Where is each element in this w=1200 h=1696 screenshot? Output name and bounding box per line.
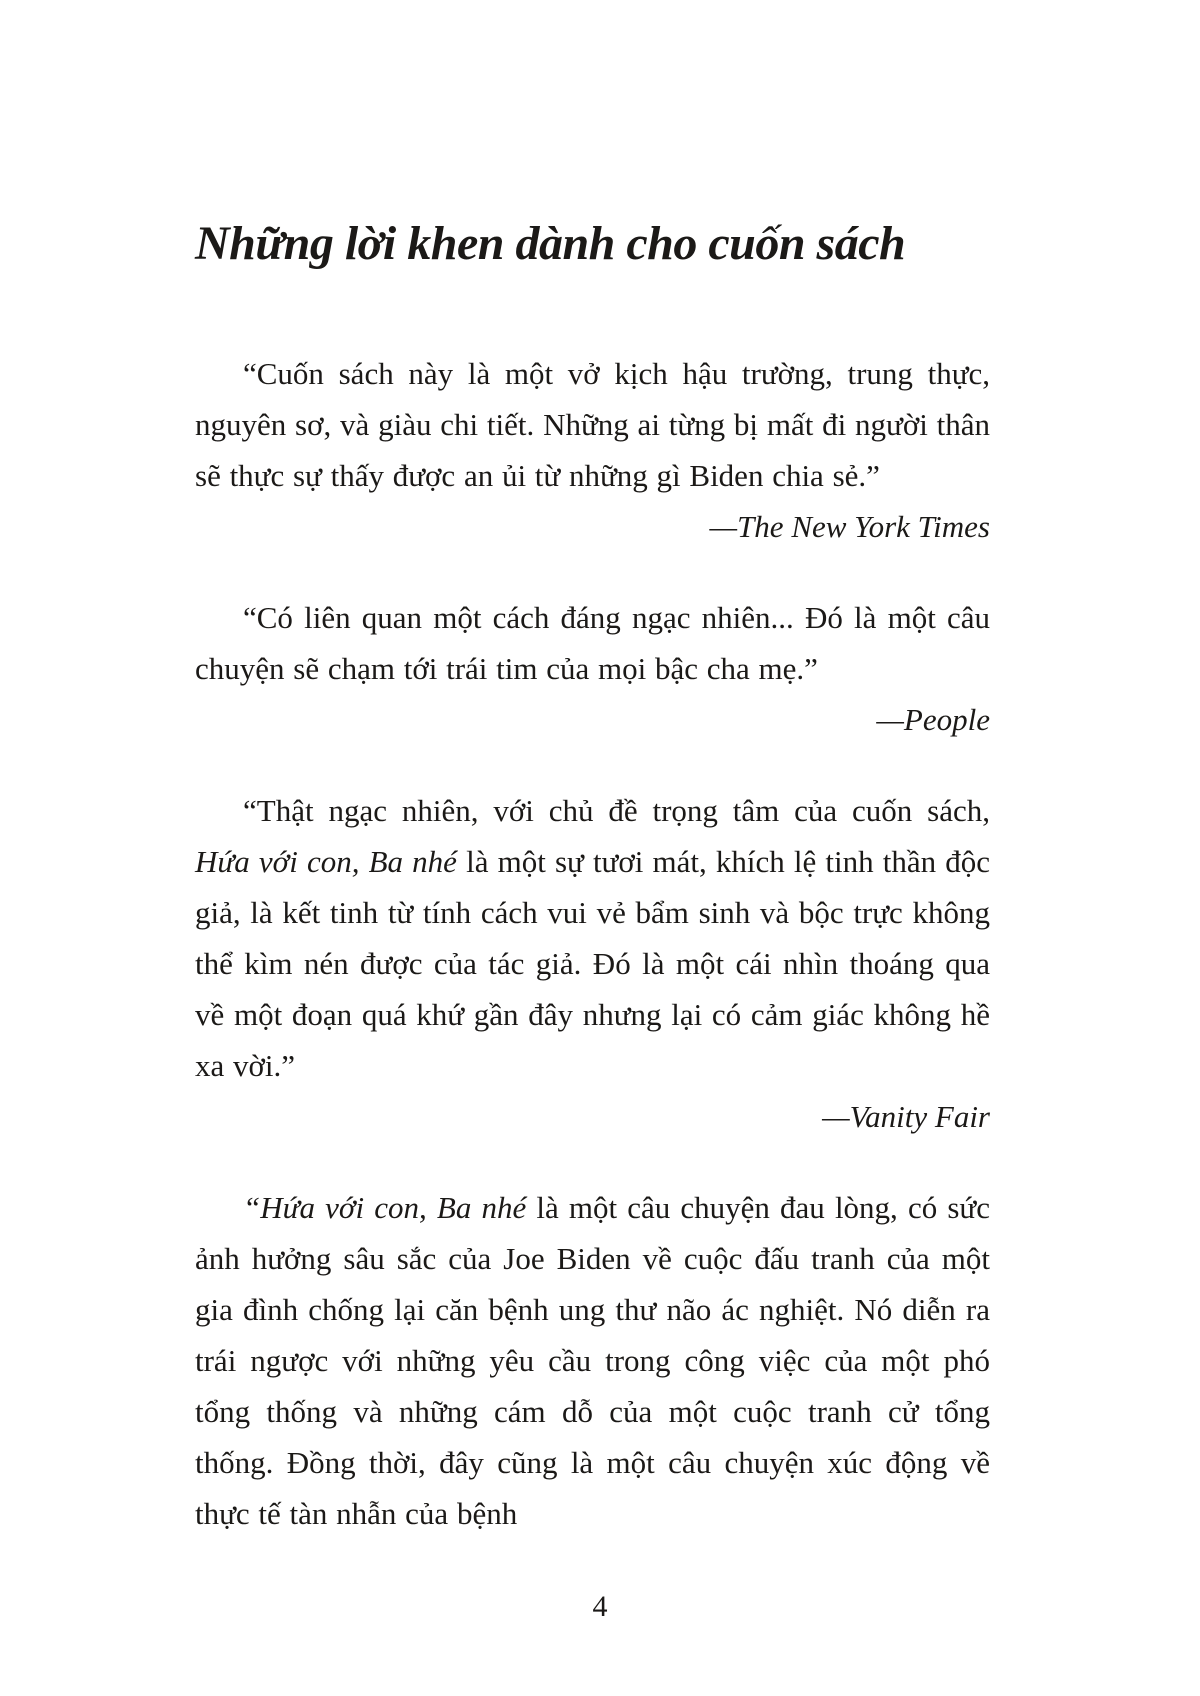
quote-attribution: —Vanity Fair <box>822 1099 990 1134</box>
quote-block <box>195 348 990 552</box>
book-title-italic: “Hứa với con, Ba nhé <box>243 1190 527 1225</box>
quote-attribution: —The New York Times <box>709 509 990 544</box>
quote-text <box>195 1182 990 1539</box>
page-number: 4 <box>592 1590 608 1623</box>
page-content <box>195 0 990 1579</box>
quote-segment: là một sự tươi mát, khích lệ tinh thần độc giả, là kết tinh từ tính cách vui vẻ bẩm sinh và bộc trực không thể kìm nén được của tác giả. Đó là một cái nhìn thoáng qua về một đoạn quá khứ gần đây nhưng lại có cảm giác không hề xa vời.” <box>195 844 990 1083</box>
page-title: Những lời khen dành cho cuốn sách <box>195 217 906 270</box>
quote-block <box>195 592 990 745</box>
quote-text <box>195 785 990 1091</box>
quotes-list <box>195 348 990 1539</box>
quote-segment: “Có liên quan một cách đáng ngạc nhiên... Đó là một câu chuyện sẽ chạm tới trái tim của mọi bậc cha mẹ.” <box>195 600 990 686</box>
quote-segment: là một câu chuyện đau lòng, có sức ảnh hưởng sâu sắc của Joe Biden về cuộc đấu tranh của một gia đình chống lại căn bệnh ung thư não ác nghiệt. Nó diễn ra trái ngược với những yêu cầu trong công việc của một phó tổng thống và những cám dỗ của một cuộc tranh cử tổng thống. Đồng thời, đây cũng là một câu chuyện xúc động về thực tế tàn nhẫn của bệnh <box>195 1190 990 1531</box>
quote-text <box>195 348 990 501</box>
quote-attribution: —People <box>876 702 990 737</box>
quote-text <box>195 592 990 694</box>
quote-segment: “Cuốn sách này là một vở kịch hậu trường, trung thực, nguyên sơ, và giàu chi tiết. Những ai từng bị mất đi người thân sẽ thực sự thấy được an ủi từ những gì Biden chia sẻ.” <box>195 356 990 493</box>
quote-block <box>195 785 990 1142</box>
book-title-italic: Hứa với con, Ba nhé <box>195 844 457 879</box>
quote-block <box>195 1182 990 1539</box>
quote-segment: “Thật ngạc nhiên, với chủ đề trọng tâm của cuốn sách, <box>243 793 990 828</box>
